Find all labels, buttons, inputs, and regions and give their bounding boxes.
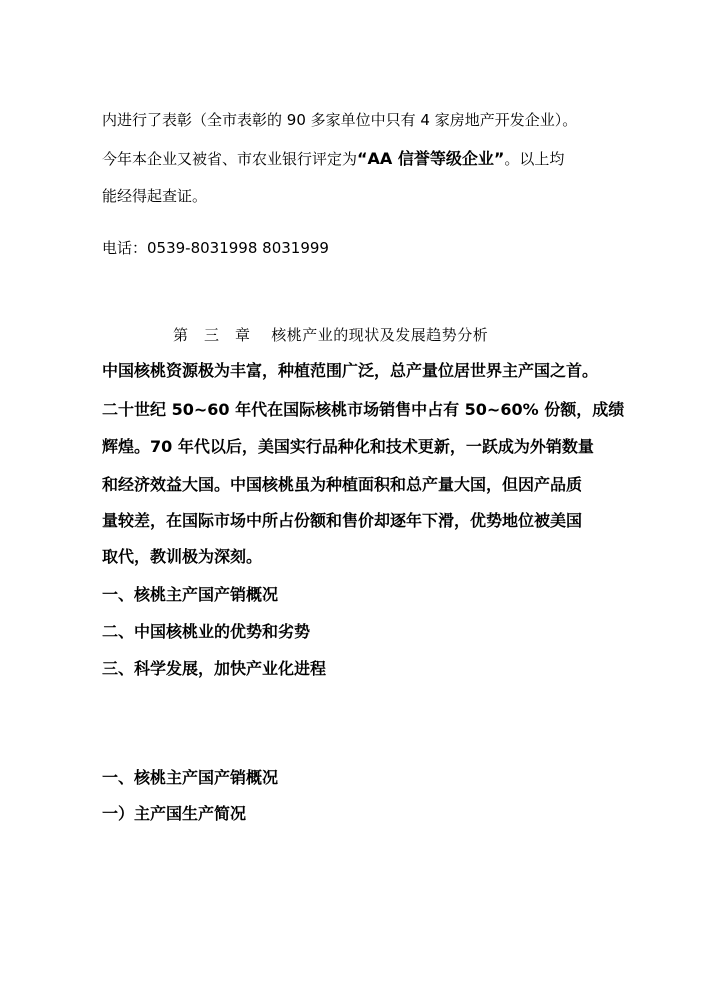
body-line-6: 取代，教训极为深刻。: [102, 547, 263, 566]
body-line-2: 二十世纪 50~60 年代在国际核桃市场销售中占有 50~60% 份额，成绩: [102, 400, 625, 419]
outline-item-1: 一、核桃主产国产销概况: [102, 585, 279, 604]
outline-item-3: 三、科学发展，加快产业化进程: [102, 659, 327, 678]
chapter-title: 第 三 章 核桃产业的现状及发展趋势分析: [173, 326, 489, 344]
intro-line-2-strong: “AA 信誉等级企业”: [357, 149, 505, 168]
intro-line-2: [102, 149, 564, 169]
body-line-5: 量较差，在国际市场中所占份额和售价却逐年下滑，优势地位被美国: [102, 511, 583, 530]
contact-phone: 电话：0539-8031998 8031999: [102, 239, 329, 257]
body-line-1: 中国核桃资源极为丰富，种植范围广泛，总产量位居世界主产国之首。: [102, 361, 599, 380]
intro-line-3: 能经得起查证。: [102, 187, 208, 205]
body-line-4: 和经济效益大国。中国核桃虽为种植面积和总产量大国，但因产品质: [102, 475, 583, 494]
intro-line-2-after: 。以上均: [504, 150, 565, 168]
intro-line-1: 内进行了表彰（全市表彰的 90 多家单位中只有 4 家房地产开发企业）。: [102, 111, 578, 129]
intro-line-2-before: 今年本企业又被省、市农业银行评定为: [102, 150, 358, 168]
section-subheading: 一）主产国生产简况: [102, 804, 247, 823]
body-line-3: 辉煌。70 年代以后，美国实行品种化和技术更新，一跃成为外销数量: [102, 437, 594, 456]
outline-item-2: 二、中国核桃业的优势和劣势: [102, 622, 311, 641]
section-heading: 一、核桃主产国产销概况: [102, 768, 279, 787]
